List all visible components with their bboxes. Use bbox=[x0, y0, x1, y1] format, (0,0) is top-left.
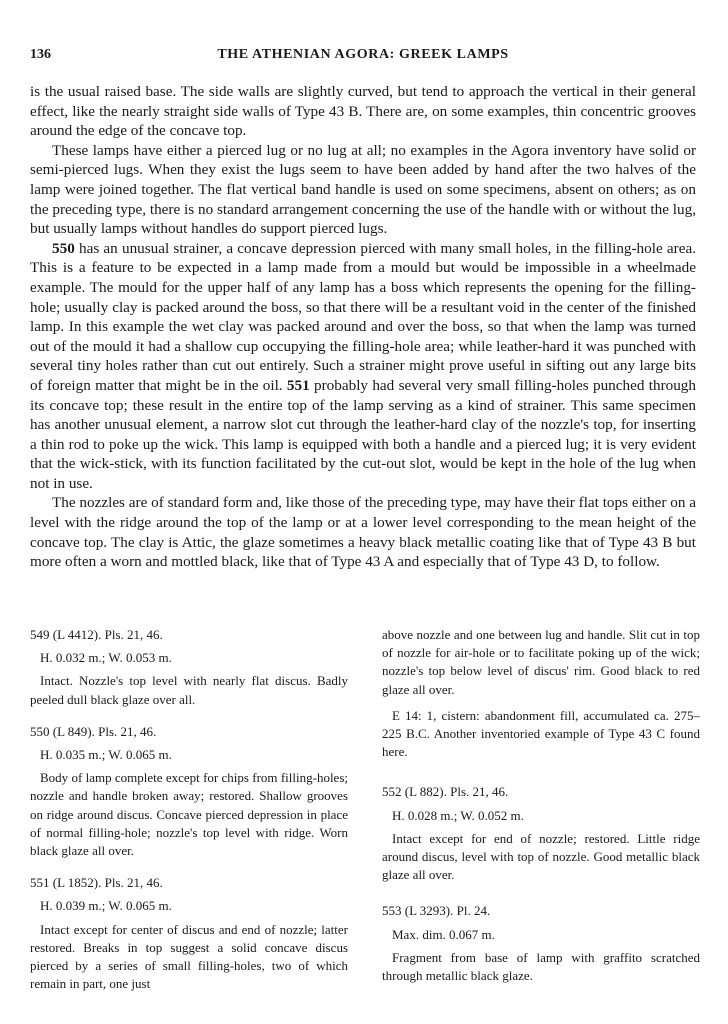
entry-dimensions: H. 0.032 m.; W. 0.053 m. bbox=[40, 650, 172, 666]
entry-heading: 549 (L 4412). Pls. 21, 46. bbox=[30, 627, 163, 642]
catalogue-entry-549 bbox=[30, 626, 348, 709]
entry-heading: 550 (L 849). Pls. 21, 46. bbox=[30, 723, 157, 739]
entry-dimensions: H. 0.028 m.; W. 0.052 m. bbox=[392, 807, 524, 823]
page-header bbox=[30, 47, 696, 67]
catalogue-entry-551-continued bbox=[382, 626, 700, 761]
catalogue-column-right bbox=[382, 626, 700, 999]
page-number: 136 bbox=[30, 47, 51, 62]
paragraph-3 bbox=[30, 239, 696, 494]
paragraph-2: These lamps have either a pierced lug or no lug at all; no examples in the Agora inventory have solid or semi-pierced lugs. When they exist the lugs seem to have been added by hand after the two halves of the lamp were joined together. The flat vertical band handle is used on some specimens, absent on others; as on the preceding type, there is no standard arrangement concerning the use of the handle with or without the lug, but usually lamps without handles do support pierced lugs. bbox=[30, 141, 696, 238]
catalogue-column-left bbox=[30, 626, 348, 1007]
entry-dimensions: H. 0.035 m.; W. 0.065 m. bbox=[40, 747, 172, 763]
entry-dimensions: Max. dim. 0.067 m. bbox=[392, 926, 495, 942]
paragraph-1: is the usual raised base. The side walls are slightly curved, but tend to approach the vertical in their general effect, like the nearly straight side walls of Type 43 B. There are, on some examples, thin concentric grooves around the edge of the concave top. bbox=[30, 83, 696, 140]
entry-description: Fragment from base of lamp with graffito scratched through metallic black glaze. bbox=[382, 949, 700, 984]
paragraph-4: The nozzles are of standard form and, like those of the preceding type, may have their flat tops either on a level with the ridge around the top of the lamp or at a lower level corresponding to the mean height of the concave top. The clay is Attic, the glaze sometimes a heavy black metallic coating like that of Type 43 B but more often a worn and mottled black, like that of Type 43 A and especially that of Type 43 D, to follow. bbox=[30, 494, 696, 571]
entry-description: Intact except for center of discus and end of nozzle; latter restored. Breaks in top suggest a solid concave discus pierced by a series of small filling-holes, two of which remain in part, one just bbox=[30, 921, 348, 992]
entry-description: Intact except for end of nozzle; restored. Little ridge around discus, level with top of nozzle. Good metallic black glaze all over. bbox=[382, 830, 700, 883]
entry-heading: 553 (L 3293). Pl. 24. bbox=[382, 903, 491, 919]
paragraph-3-text-a: has an unusual strainer, a concave depression pierced with many small holes, in the filling-hole area. This is a feature to be expected in a lamp made from a mould but would be impossible in a wheelmade example. The mould for the upper half of any lamp has a boss which represents the opening for the filling-hole; usually clay is packed around the boss, so that there will be a resultant void in the center of the finished lamp. In this example the wet clay was packed around and over the boss, so that when the lamp was turned out of the mould it had a shallow cup occupying the filling-hole area; while leather-hard it was punched with several tiny holes rather than cut out entirely. Such a strainer might prove useful in sifting out any large bits of foreign matter that might be in the oil. bbox=[30, 239, 696, 394]
entry-dimensions: H. 0.039 m.; W. 0.065 m. bbox=[40, 898, 172, 914]
paragraph-3-text-b: probably had several very small filling-holes punched through its concave top; these result in the entire top of the lamp serving as a kind of strainer. This same specimen has another unusual element, a narrow slot cut through the leather-hard clay of the nozzle's top, for inserting a thin rod to poke up the wick. This lamp is equipped with both a handle and a pierced lug; it is very evident that the wick-stick, with its function facilitated by the cut-out slot, would be kept in the hole of the lug when not in use. bbox=[30, 376, 696, 492]
entry-description-continued: above nozzle and one between lug and handle. Slit cut in top of nozzle for air-hole or to facilitate poking up of the wick; nozzle's top below level of discus' rim. Good black to red glaze all over. bbox=[382, 627, 700, 697]
running-title: THE ATHENIAN AGORA: GREEK LAMPS bbox=[217, 47, 509, 62]
entry-context: E 14: 1, cistern: abandonment fill, accumulated ca. 275–225 B.C. Another inventoried example of Type 43 C found here. bbox=[382, 707, 700, 760]
entry-description: Body of lamp complete except for chips from filling-holes; nozzle and handle broken away; restored. Shallow grooves on ridge around discus. Concave pierced depression in place of normal filling-hole; nozzle's top level with ridge. Worn black glaze all over. bbox=[30, 770, 348, 859]
catalogue-entry-552 bbox=[382, 783, 700, 884]
entry-heading: 552 (L 882). Pls. 21, 46. bbox=[382, 784, 509, 800]
catalogue-entry-553 bbox=[382, 902, 700, 985]
main-text bbox=[30, 82, 696, 572]
catalogue-entry-551 bbox=[30, 874, 348, 993]
entry-heading: 551 (L 1852). Pls. 21, 46. bbox=[30, 875, 163, 891]
catalogue-ref-551: 551 bbox=[286, 376, 310, 394]
catalogue-entry-550 bbox=[30, 723, 348, 860]
entry-description: Intact. Nozzle's top level with nearly flat discus. Badly peeled dull black glaze over all. bbox=[30, 673, 348, 707]
catalogue-ref-550: 550 bbox=[52, 239, 75, 257]
